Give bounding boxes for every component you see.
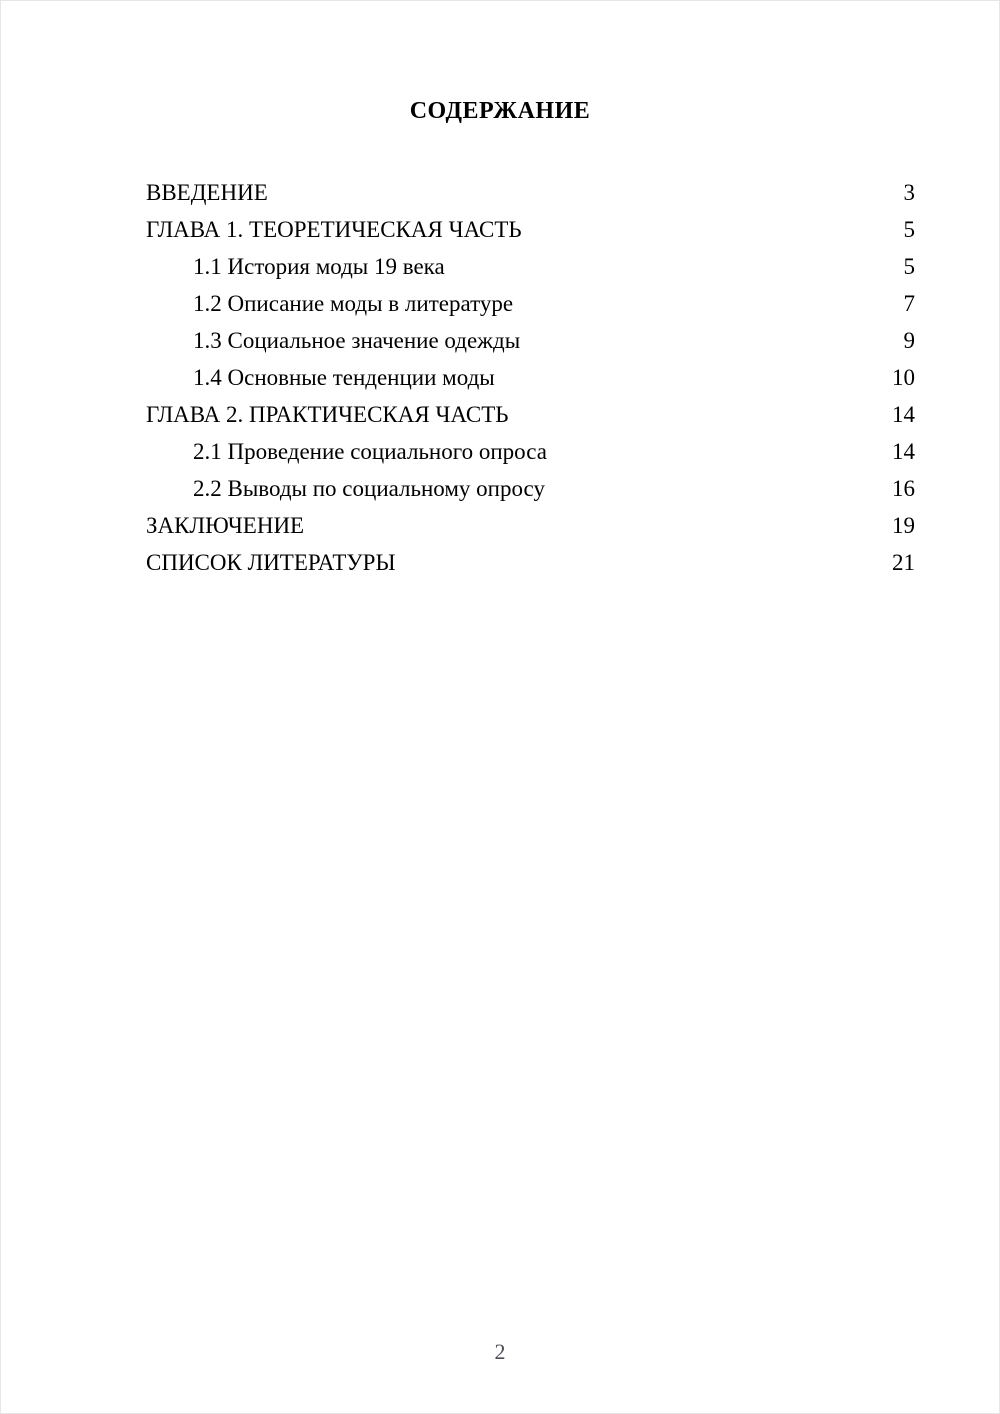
toc-entry-page: 5 — [903, 217, 915, 242]
toc-entry — [146, 396, 915, 433]
toc-entry-label: 2.1 Проведение социального опроса — [193, 439, 547, 464]
toc-entry-page: 7 — [903, 291, 915, 316]
toc-entry-label: ГЛАВА 1. ТЕОРЕТИЧЕСКАЯ ЧАСТЬ — [146, 217, 522, 242]
toc-entry-page: 14 — [892, 402, 915, 427]
toc-entry-label: ЗАКЛЮЧЕНИЕ — [146, 513, 305, 538]
toc-entry — [146, 211, 915, 248]
toc-entry-page: 5 — [903, 254, 915, 279]
toc-entry-label: ГЛАВА 2. ПРАКТИЧЕСКАЯ ЧАСТЬ — [146, 402, 509, 427]
toc-entry-label: 1.2 Описание моды в литературе — [193, 291, 514, 316]
page-title: СОДЕРЖАНИЕ — [409, 98, 591, 124]
toc-entry — [146, 507, 915, 544]
toc-entry-label: 2.2 Выводы по социальному опросу — [193, 476, 545, 501]
toc-entry — [146, 359, 915, 396]
toc-entry-label: 1.4 Основные тенденции моды — [193, 365, 495, 390]
toc-entry-label: ВВЕДЕНИЕ — [146, 180, 268, 205]
toc-entry — [146, 248, 915, 285]
toc-entry-page: 14 — [892, 439, 915, 464]
toc-entry-label: СПИСОК ЛИТЕРАТУРЫ — [146, 550, 396, 575]
table-of-contents — [1, 174, 999, 581]
toc-entry-page: 21 — [892, 550, 915, 575]
toc-entry-label: 1.1 История моды 19 века — [193, 254, 445, 279]
toc-entry — [146, 470, 915, 507]
footer-page-number: 2 — [494, 1339, 506, 1364]
toc-entry-page: 19 — [892, 513, 915, 538]
toc-entry-label: 1.3 Социальное значение одежды — [193, 328, 521, 353]
toc-entry-page: 10 — [892, 365, 915, 390]
toc-entry-page: 16 — [892, 476, 915, 501]
toc-entry — [146, 322, 915, 359]
toc-entry — [146, 174, 915, 211]
toc-entry-page: 9 — [903, 328, 915, 353]
toc-entry-page: 3 — [903, 180, 915, 205]
toc-entry — [146, 544, 915, 581]
toc-entry — [146, 285, 915, 322]
toc-entry — [146, 433, 915, 470]
